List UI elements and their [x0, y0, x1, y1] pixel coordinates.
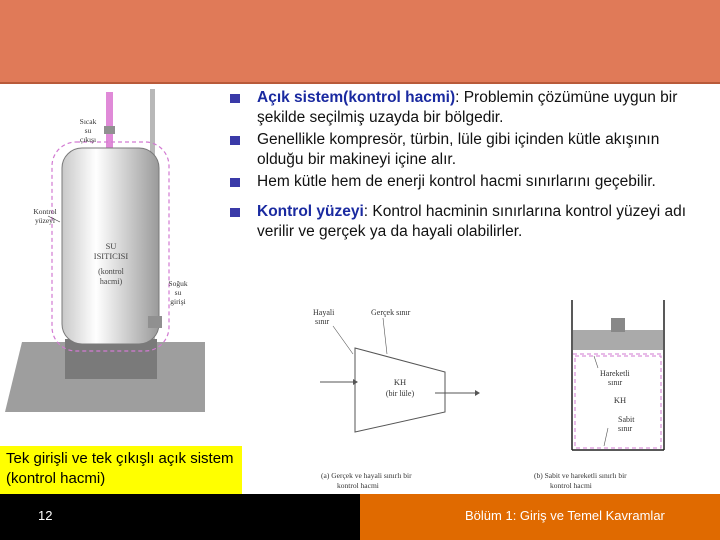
- svg-text:çıkışı: çıkışı: [79, 135, 97, 144]
- svg-text:SU: SU: [105, 241, 117, 251]
- hot-valve: [104, 126, 115, 134]
- hot-water-outlet-label: [80, 117, 97, 144]
- page-number: 12: [38, 508, 53, 523]
- svg-text:su: su: [174, 288, 182, 297]
- piston-figure: [528, 300, 720, 494]
- nozzle-caption-2: kontrol hacmi: [337, 481, 379, 490]
- moving-boundary-label: [600, 369, 631, 387]
- title-band: [0, 0, 720, 84]
- piston-head: [573, 330, 663, 350]
- chapter-title: Bölüm 1: Giriş ve Temel Kavramlar: [465, 508, 665, 523]
- svg-text:Sabit: Sabit: [618, 415, 635, 424]
- footer-right: [360, 494, 720, 540]
- fixed-boundary-label: [618, 415, 635, 433]
- svg-text:Sıcak: Sıcak: [79, 117, 97, 126]
- cold-valve: [148, 316, 162, 328]
- nozzle-kh-sub: (bir lüle): [385, 389, 415, 398]
- cold-water-inlet-label: [168, 279, 187, 306]
- bullet-open-system: Açık sistem(kontrol hacmi): Problemin çözümüne uygun bir şekilde seçilmiş uzayda bir bölgedir.: [230, 88, 710, 128]
- bullet-control-surface: Kontrol yüzeyi: Kontrol hacminin sınırlarına kontrol yüzeyi adı verilir ve gerçek ya da hayali olabilirler.: [230, 202, 710, 242]
- piston-caption-2: kontrol hacmi: [550, 481, 592, 490]
- svg-text:Kontrol: Kontrol: [33, 207, 57, 216]
- piston-rod: [611, 318, 625, 332]
- svg-text:girişi: girişi: [170, 297, 186, 306]
- imaginary-boundary-label: Hayali: [313, 308, 335, 317]
- imaginary-boundary-label-2: sınır: [315, 317, 330, 326]
- nozzle-figure: [305, 300, 490, 494]
- footer-left: [0, 494, 360, 540]
- svg-text:ISITICISI: ISITICISI: [93, 251, 129, 261]
- svg-text:Soğuk: Soğuk: [168, 279, 188, 288]
- fixed-boundary-leader: [604, 428, 608, 446]
- svg-text:sınır: sınır: [618, 424, 633, 433]
- hot-pipe: [106, 92, 113, 152]
- piston-caption: (b) Sabit ve hareketli sınırlı bir: [534, 471, 627, 480]
- svg-text:su: su: [84, 126, 92, 135]
- svg-text:Hareketli: Hareketli: [600, 369, 630, 378]
- svg-text:hacmi): hacmi): [99, 277, 123, 286]
- real-boundary-leader: [383, 318, 387, 354]
- water-heater-figure: [0, 84, 230, 446]
- nozzle-caption: (a) Gerçek ve hayali sınırlı bir: [321, 471, 412, 480]
- figure-caption: Tek girişli ve tek çıkışlı açık sistem (kontrol hacmi): [0, 446, 242, 494]
- svg-text:(kontrol: (kontrol: [98, 267, 124, 276]
- outlet-arrow-head: [475, 390, 480, 396]
- bullet-mass-energy: Hem kütle hem de enerji kontrol hacmi sınırlarını geçebilir.: [230, 172, 710, 192]
- piston-kh-label: KH: [613, 395, 627, 405]
- svg-text:sınır: sınır: [608, 378, 623, 387]
- heater-base: [65, 339, 157, 379]
- imag-boundary-leader: [333, 326, 353, 354]
- nozzle-kh-label: KH: [393, 377, 407, 387]
- bullet-examples: Genellikle kompresör, türbin, lüle gibi içinden kütle akışının olduğu bir makineyi içine alır.: [230, 130, 710, 170]
- moving-boundary-leader: [594, 356, 598, 368]
- bullet-list: [230, 88, 710, 244]
- control-surface-label: [33, 207, 56, 225]
- real-boundary-label: Gerçek sınır: [371, 308, 411, 317]
- svg-text:yüzeyi: yüzeyi: [35, 216, 55, 225]
